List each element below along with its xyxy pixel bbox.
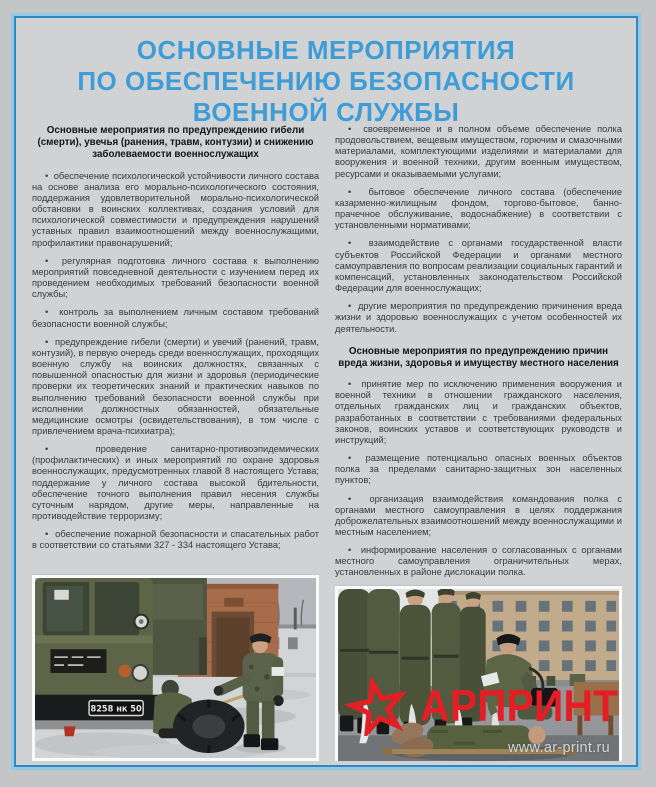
- arprint-url: www.ar-print.ru: [508, 740, 610, 757]
- bullet-item: • регулярная подготовка личного состава к выполнению мероприятий повседневной деятельности с изучением перед их проведением необходимых требований безопасности военной службы;: [32, 256, 319, 301]
- bullet-item: • взаимодействие с органами государственной власти субъектов Российской Федерации и органами местного самоуправления по вопросам реализации социальных гарантий и компенсаций, установленных законодательством Российской Федерации для военнослужащих;: [335, 238, 622, 294]
- title-line-2: ПО ОБЕСПЕЧЕНИЮ БЕЗОПАСНОСТИ: [77, 66, 575, 97]
- bullet-item: • своевременное и в полном объеме обеспечение полка продовольствием, вещевым имуществом, горючим и смазочными материалами, комплектующими изделиями и материалами для вооружения и военной техники, другим военным имуществом, ресурсами и оказываемыми услугами;: [335, 124, 622, 180]
- formation-photo-illustration: [338, 589, 619, 761]
- bullet-item: • принятие мер по исключению применения вооружения и военной техники в отношении гражданского населения, отдельных гражданских лиц и гражданских объектов, разработанных в соответствии с требованиями федеральных законов, воинских уставов и соответствующих руководств и инструкций;: [335, 379, 622, 446]
- poster-frame: [14, 16, 638, 767]
- bullet-item: • контроль за выполнением личным составом требований безопасности военной службы;: [32, 307, 319, 329]
- bullet-item: • предупреждение гибели (смерти) и увечий (ранений, травм, контузий), в первую очередь среди военнослужащих, проходящих военную службу на воинских должностях, связанных с повышенной опасностью для жизни и здоровья (периодические проверки их теоретических знаний и практических навыков по выполнению требований безопасности военной службы при исполнении должностных обязанностей, обязательные медицинские осмотры (освидетельствования), в том числе с привлечением врача-психиатра);: [32, 337, 319, 437]
- content-columns: [16, 124, 636, 761]
- bullet-item: • другие мероприятия по предупреждению причинения вреда жизни и здоровью военнослужащих с учетом особенностей их деятельности.: [335, 301, 622, 334]
- bullet-item: • обеспечение психологической устойчивости личного состава на основе анализа его морально-психологического состояния, поддержания удовлетворительной морально-психологической обстановки в воинских коллективах, создания условий для психологической совместимости и предупреждения нарушений уставных правил взаимоотношений между военнослужащими, профилактики правонарушений;: [32, 171, 319, 249]
- title-line-3: ВОЕННОЙ СЛУЖБЫ: [192, 97, 460, 128]
- left-column-heading: Основные мероприятия по предупреждению гибели (смерти), увечья (ранения, травм, контузии) и снижению заболеваемости военнослужащих: [37, 125, 314, 161]
- photo-truck-tire-drill: [32, 575, 319, 761]
- photo-formation-first-aid: [335, 586, 622, 761]
- page-title: [26, 35, 626, 129]
- right-column-heading: Основные мероприятия по предупреждению причин вреда жизни, здоровья и имуществу местного населения: [338, 345, 619, 369]
- license-plate: 8258 нк 50: [90, 703, 142, 714]
- bullet-item: • обеспечение пожарной безопасности и спасательных работ в соответствии со статьями 327 - 334 настоящего Устава;: [32, 529, 319, 551]
- title-line-1: ОСНОВНЫЕ МЕРОПРИЯТИЯ: [136, 35, 516, 65]
- bullet-item: • организация взаимодействия командования полка с органами местного самоуправления в целях поддержания доброжелательных взаимоотношений между военнослужащими и местным населением;: [335, 494, 622, 539]
- bullet-item: • размещение потенциально опасных военных объектов полка за пределами санитарно-защитных зон населенных пунктов;: [335, 453, 622, 486]
- right-column: [335, 124, 622, 761]
- left-column: [32, 124, 319, 761]
- arprint-logo-text: АРПРИНТ: [420, 681, 618, 731]
- bullet-item: • информирование населения о согласованных с органами местного самоуправления ограничительных мерах, установленных в районе дислокации полка.: [335, 545, 622, 578]
- bullet-item: • проведение санитарно-противоэпидемических (профилактических) и иных мероприятий по охране здоровья военнослужащих, предусмотренных главой 8 настоящего Устава; поддержание у личного состава высокой бдительности, обеспечение точного выполнения правил несения службы суточным нарядом, другие меры, направленные на противодействие терроризму;: [32, 444, 319, 522]
- bullet-item: • бытовое обеспечение личного состава (обеспечение казарменно-жилищным фондом, торгово-бытовое, банно-прачечное обслуживание, водоснабжение) в соответствии с установленными нормативами;: [335, 187, 622, 232]
- truck-photo-illustration: [35, 578, 316, 758]
